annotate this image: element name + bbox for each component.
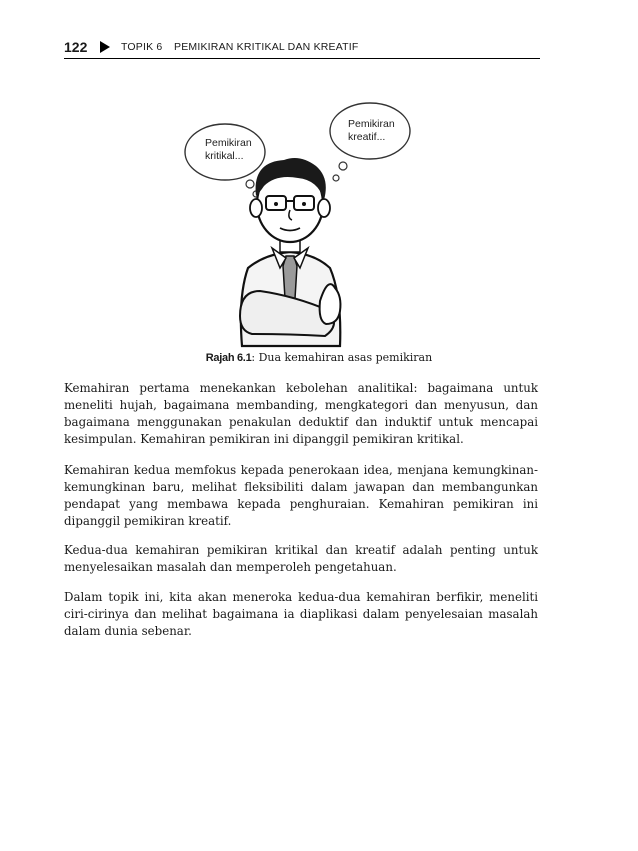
page-header bbox=[64, 38, 540, 59]
thought-dot bbox=[339, 162, 347, 170]
thinking-man-illustration bbox=[180, 96, 395, 346]
figure-caption bbox=[0, 351, 638, 364]
triangle-right-icon bbox=[100, 41, 110, 53]
paragraph: Dalam topik ini, kita akan meneroka kedua-dua kemahiran berfikir, meneliti ciri-cirinya dan melihat bagaimana ia diaplikasi dalam penyelesaian masalah dalam dunia sebenar. bbox=[64, 590, 538, 638]
caption-text: : Dua kemahiran asas pemikiran bbox=[251, 351, 433, 364]
topic-number: TOPIK 6 bbox=[121, 41, 163, 53]
eye-left bbox=[274, 202, 278, 206]
eye-right bbox=[302, 202, 306, 206]
bubble-left-line2: kritikal... bbox=[205, 150, 244, 162]
thought-dot bbox=[333, 175, 339, 181]
bubble-right-line1: Pemikiran bbox=[348, 118, 395, 130]
caption-label: Rajah 6.1 bbox=[205, 352, 252, 364]
paragraph: Kemahiran kedua memfokus kepada penerokaan idea, menjana kemungkinan-kemungkinan baru, melihat fleksibiliti dalam jawapan dan membangunkan pendapat yang membawa kepada penghuraian. Kemahiran pemikiran ini dipanggil pemikiran kreatif. bbox=[64, 463, 538, 528]
bubble-right-line2: kreatif... bbox=[348, 131, 386, 143]
ear-left bbox=[250, 199, 262, 217]
paragraph: Kemahiran pertama menekankan kebolehan analitikal: bagaimana untuk meneliti hujah, bagaimana membanding, mengkategori dan menyusun, dan bagaimana menggunakan penakulan deduktif dan induktif untuk mencapai kesimpulan. Kemahiran pemikiran ini dipanggil pemikiran kritikal. bbox=[64, 381, 538, 446]
bubble-left-line1: Pemikiran bbox=[205, 137, 252, 149]
paragraph: Kedua-dua kemahiran pemikiran kritikal dan kreatif adalah penting untuk menyelesaikan masalah dan memperoleh pengetahuan. bbox=[64, 543, 538, 574]
ear-right bbox=[318, 199, 330, 217]
topic-title: PEMIKIRAN KRITIKAL DAN KREATIF bbox=[174, 41, 359, 53]
thought-dot bbox=[246, 180, 254, 188]
illustration-svg bbox=[180, 96, 395, 346]
page-number: 122 bbox=[64, 39, 88, 55]
